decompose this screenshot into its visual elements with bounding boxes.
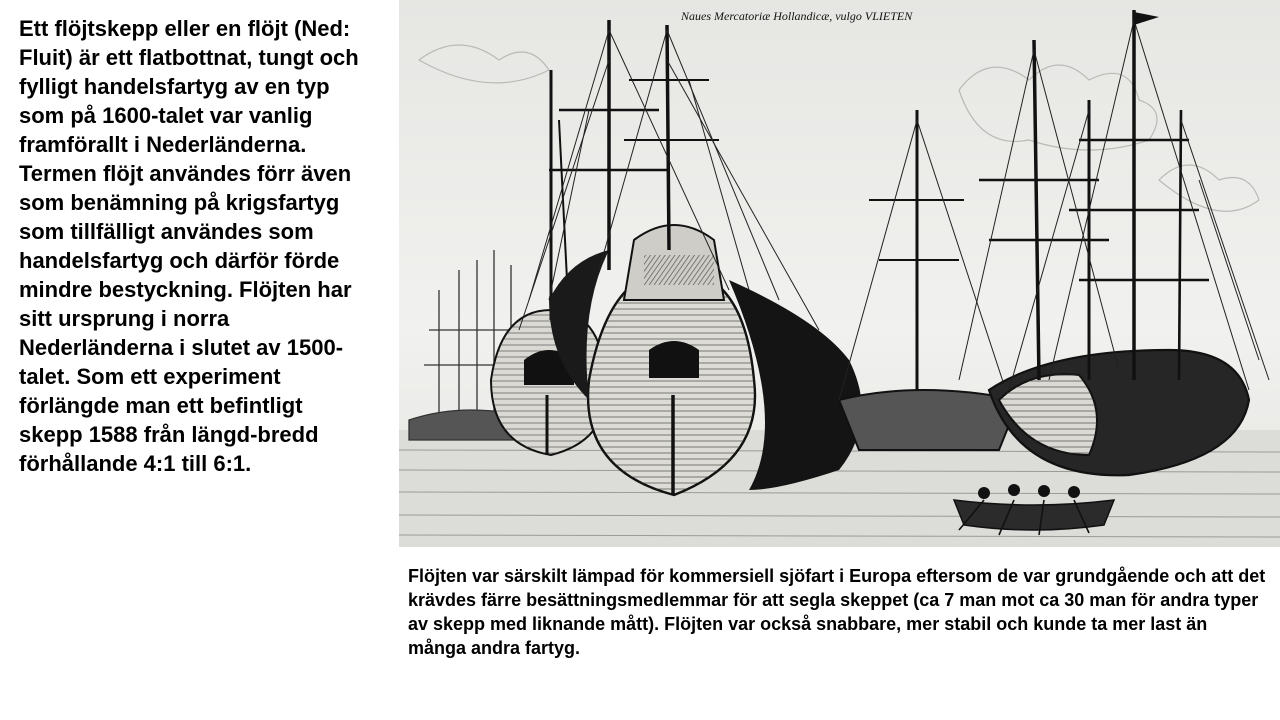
main-paragraph: Ett flöjtskepp eller en flöjt (Ned: Fluit) är ett flatbottnat, tungt och fylligt handelsfartyg av en typ som på 1600-talet var vanlig framförallt i Nederländerna. Termen flöjt användes förr även som benämning på krigsfartyg som tillfälligt användes som handelsfartyg och därför förde mindre bestyckning. Flöjten har sitt ursprung i norra Nederländerna i slutet av 1500-talet. Som ett experiment förlängde man ett befintligt skepp 1588 från längd-bredd förhållande 4:1 till 6:1. [19, 16, 359, 476]
image-caption: Flöjten var särskilt lämpad för kommersiell sjöfart i Europa eftersom de var grundgående och att det krävdes färre besättningsmedlemmar för att segla skeppet (ca 7 man mot ca 30 man för andra typer av skepp med liknande mått). Flöjten var också snabbare, mer stabil och kunde ta mer last än många andra fartyg. [408, 566, 1266, 658]
fluit-ships-engraving [399, 0, 1280, 547]
engraving-drawing [399, 0, 1280, 547]
engraving-inscription: Naues Mercatoriæ Hollandicæ, vulgo VLIETEN [681, 9, 913, 23]
